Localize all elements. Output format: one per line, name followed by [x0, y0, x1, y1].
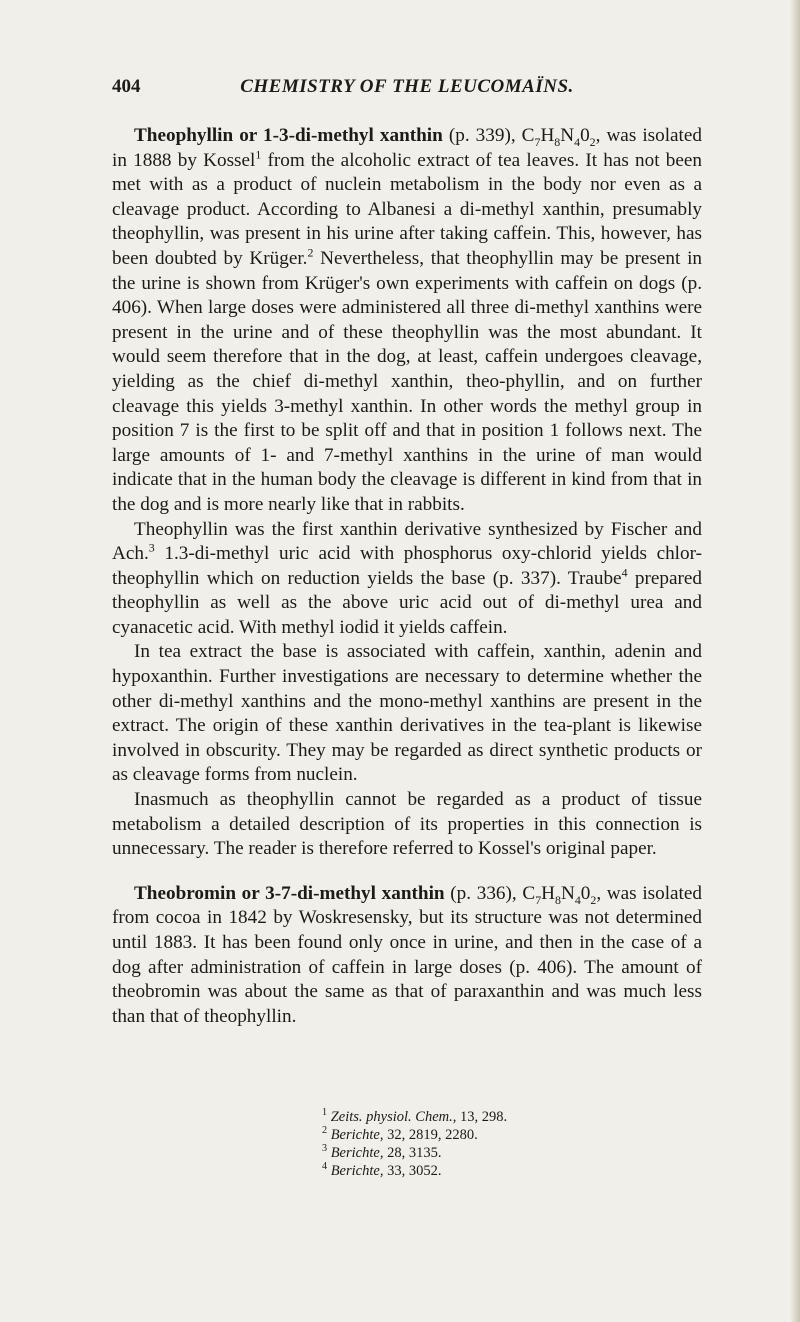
footnote-ref: , 32, 2819, 2280. [379, 1127, 478, 1143]
footnote-journal: Berichte [330, 1163, 380, 1179]
text-run: from the alcoholic extract of tea leaves. It has not been met with as a product of nuclein metabolism in the body nor even as a cleavage product. According to Albanesi a di-methyl xanthin, presumably theophyllin, was present in his urine after taking caffein. This, however, has been doubted by Krüger. [112, 149, 702, 269]
paragraph-tea-extract: In tea extract the base is associated with caffein, xanthin, adenin and hypoxanthin. Further investigations are necessary to determine whether the other di-methyl xanthins and the mono-methyl xanthins are present in the extract. The origin of these xanthin derivatives in the tea-plant is likewise involved in obscurity. They may be regarded as direct synthetic products or as cleavage forms from nuclein. [112, 641, 702, 786]
paragraph-synthesis [112, 518, 702, 641]
body-text [112, 124, 702, 1029]
subscript: 2 [589, 134, 596, 149]
footnote-ref-4: 4 [621, 565, 628, 580]
footnote-journal: Berichte [330, 1127, 380, 1143]
subscript: 7 [535, 892, 542, 907]
footnote-ref-3: 3 [148, 540, 155, 555]
footnote-mark: 4 [322, 1161, 328, 1173]
footnote-3 [322, 1144, 622, 1162]
footnote-mark: 3 [322, 1143, 328, 1155]
footnote-mark: 1 [322, 1107, 328, 1119]
page-edge-shadow [790, 0, 800, 1322]
page-number: 404 [112, 76, 141, 97]
footnote-journal: Zeits. physiol. Chem. [330, 1109, 453, 1125]
footnote-4 [322, 1162, 622, 1180]
text-run: , was isolated from cocoa in 1842 by Woskresensky, but its structure was not determined until 1883. It has been found only once in urine, and then in the case of a dog after administration of caffein in large doses (p. 406). The amount of theobromin was about the same as that of paraxanthin and was much less than that of theophyllin. [112, 882, 702, 1027]
subscript: 4 [574, 134, 581, 149]
footnote-1 [322, 1108, 622, 1126]
footnotes [322, 1108, 622, 1180]
page-header [112, 76, 702, 106]
text-run: (p. 336), C [444, 882, 536, 904]
text-run: (p. 339), C [442, 125, 535, 146]
paragraph-theophyllin-intro [112, 124, 702, 518]
text-run: prepared theophyllin as well as the above uric acid out of di-methyl urea and cyanacetic acid. With methyl iodid it yields caffein. [112, 567, 702, 638]
paragraph-theobromin [112, 882, 702, 1030]
text-run: N [560, 882, 575, 904]
text-run: H [540, 125, 555, 146]
footnote-ref: , 13, 298. [452, 1109, 508, 1125]
subscript: 7 [534, 134, 541, 149]
footnote-ref-2: 2 [307, 245, 314, 260]
subscript: 8 [554, 134, 561, 149]
text-run: N [560, 125, 575, 146]
footnote-2 [322, 1126, 622, 1144]
footnote-ref-1: 1 [255, 147, 262, 162]
term-theophyllin: Theophyllin or 1-3-di-methyl xanthin [134, 125, 443, 146]
subscript: 2 [590, 892, 597, 907]
footnote-journal: Berichte [330, 1145, 380, 1161]
text-run: H [541, 882, 555, 904]
text-run: , was isolated in 1888 by Kossel [112, 125, 702, 171]
text-run: Theophyllin was the first xanthin derivative synthesized by Fischer and Ach. [112, 518, 702, 565]
text-run: 0 [580, 882, 591, 904]
text-run: 1.3-di-methyl uric acid with phosphorus oxy-chlorid yields chlor-theophyllin which on reduction yields the base (p. 337). Traube [112, 543, 702, 589]
text-run: 0 [580, 125, 590, 146]
running-title: CHEMISTRY OF THE LEUCOMAÏNS. [240, 76, 574, 97]
text-run: Nevertheless, that theophyllin may be present in the urine is shown from Krüger's own experiments with caffein on dogs (p. 406). When large doses were administered all three di-methyl xanthins were present in the urine and of these theophyllin was the most abundant. It would seem therefore that in the dog, at least, caffein undergoes cleavage, yielding as the chief di-methyl xanthin, theo-phyllin, and on further cleavage this yields 3-methyl xanthin. In other words the methyl group in position 7 is the first to be split off and that in position 1 follows next. The large amounts of 1- and 7-methyl xanthins in the urine of man would indicate that in the human body the cleavage is different in kind from that in the dog and is more nearly like that in rabbits. [112, 247, 702, 515]
footnote-ref: , 28, 3135. [379, 1145, 442, 1161]
footnote-mark: 2 [322, 1125, 328, 1137]
subscript: 4 [574, 892, 581, 907]
paragraph-tissue-metabolism: Inasmuch as theophyllin cannot be regarded as a product of tissue metabolism a detailed description of its properties in this connection is unnecessary. The reader is therefore referred to Kossel's original paper. [112, 789, 702, 860]
term-theobromin: Theobromin or 3-7-di-methyl xanthin [134, 882, 445, 904]
footnote-ref: , 33, 3052. [379, 1163, 442, 1179]
subscript: 8 [555, 892, 561, 907]
